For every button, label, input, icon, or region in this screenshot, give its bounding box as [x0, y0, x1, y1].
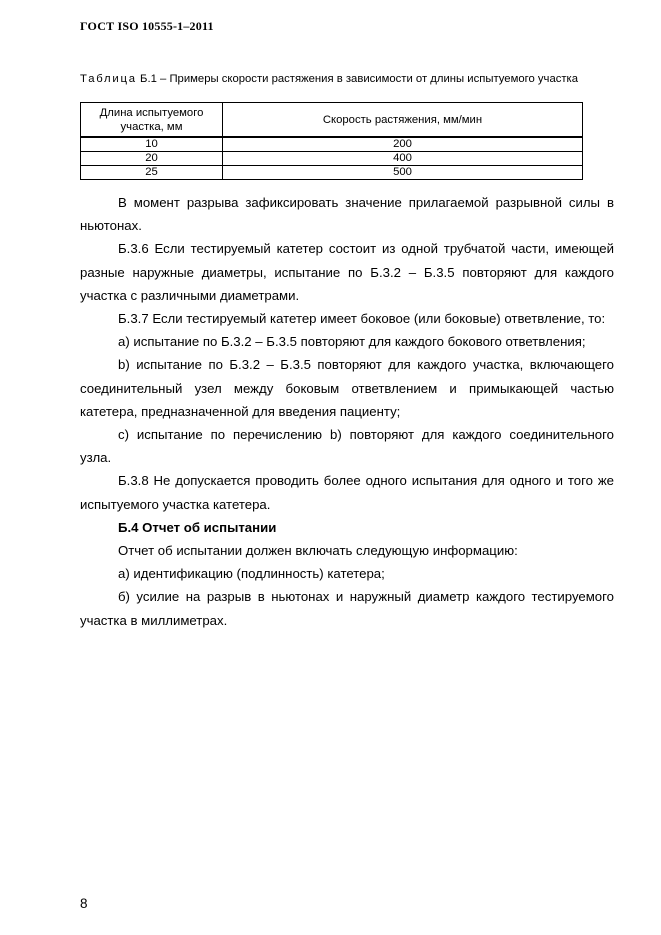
paragraph-b38: Б.3.8 Не допускается проводить более одного испытания для одного и того же испытуемого участка катетера.: [80, 473, 614, 512]
table-caption-text: Б.1 – Примеры скорости растяжения в зависимости от длины испытуемого участка: [136, 73, 579, 85]
list-item-report-b: б) усилие на разрыв в ньютонах и наружный диаметр каждого тестируемого участка в миллиметрах.: [80, 589, 614, 628]
list-item-a: а) испытание по Б.3.2 – Б.3.5 повторяют для каждого бокового ответвления;: [118, 334, 586, 350]
list-item-c: с) испытание по перечислению b) повторяют для каждого соединительного узла.: [80, 427, 614, 466]
length-cell: 10: [81, 137, 223, 152]
speed-cell: 200: [223, 137, 583, 152]
paragraph-b37: Б.3.7 Если тестируемый катетер имеет боковое (или боковые) ответвление, то:: [118, 311, 606, 327]
document-header: ГОСТ ISO 10555-1–2011: [80, 19, 214, 33]
paragraph-report-intro: Отчет об испытании должен включать следующую информацию:: [118, 543, 518, 559]
list-item-b: b) испытание по Б.3.2 – Б.3.5 повторяют для каждого участка, включающего соединительный узел между боковым ответвлением и примыкающей частью катетера, предназначенной для введения пациенту;: [80, 357, 614, 419]
length-cell: 20: [81, 152, 223, 166]
paragraph-b36: Б.3.6 Если тестируемый катетер состоит из одной трубчатой части, имеющей разные наружные диаметры, испытание по Б.3.2 – Б.3.5 повторяют для каждого участка с различными диаметрами.: [80, 241, 614, 303]
speed-cell: 500: [223, 166, 583, 180]
stretch-rate-table: [80, 102, 583, 180]
speed-cell: 400: [223, 152, 583, 166]
body-text: [80, 191, 614, 632]
table-caption: [80, 73, 590, 86]
section-heading-b4: Б.4 Отчет об испытании: [118, 519, 277, 535]
list-item-report-a: а) идентификацию (подлинность) катетера;: [118, 566, 385, 582]
table-row: [81, 137, 583, 152]
column-header-speed: Скорость растяжения, мм/мин: [223, 103, 583, 138]
paragraph-break-force: В момент разрыва зафиксировать значение прилагаемой разрывной силы в ньютонах.: [80, 195, 614, 234]
column-header-length: Длина испытуемого участка, мм: [81, 103, 223, 138]
table-row: [81, 152, 583, 166]
table-caption-prefix: Таблица: [80, 73, 137, 85]
table-row: [81, 166, 583, 180]
length-cell: 25: [81, 166, 223, 180]
page-number: 8: [80, 896, 88, 911]
